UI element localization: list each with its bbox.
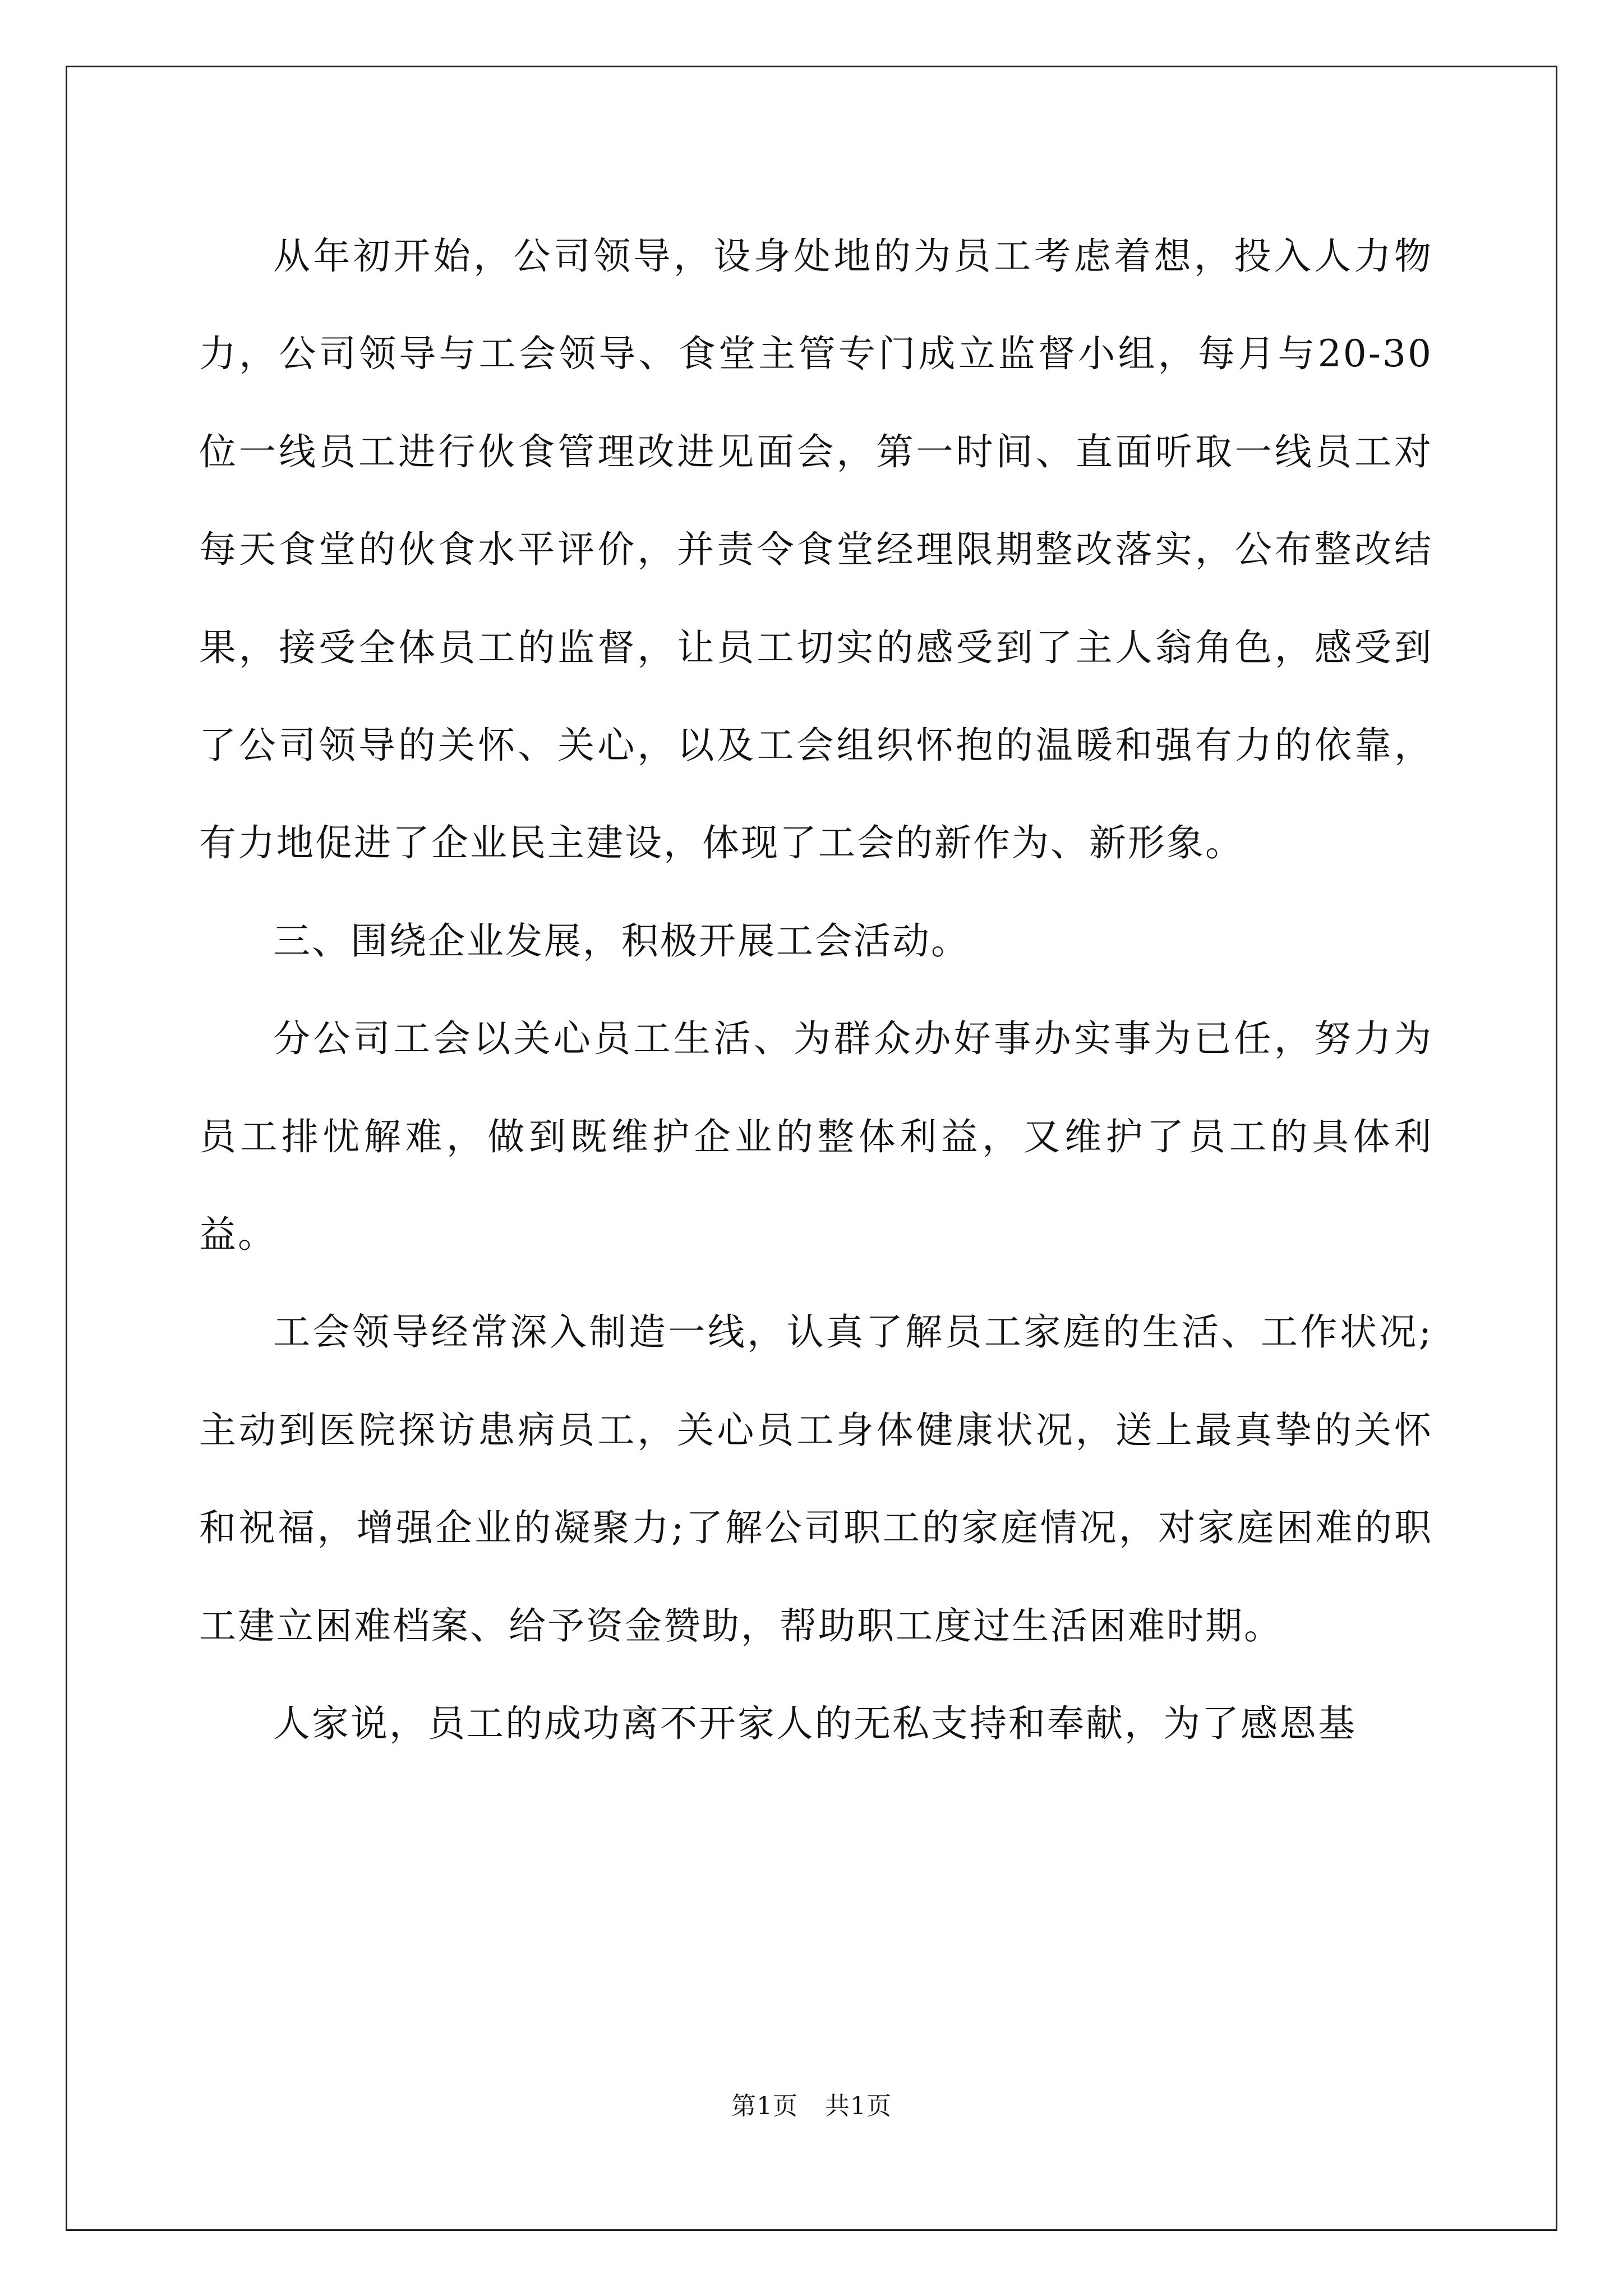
- paragraph-2-heading: 三、围绕企业发展，积极开展工会活动。: [273, 919, 970, 963]
- page-number: 第1页: [731, 2092, 798, 2120]
- page-footer: [0, 2090, 1623, 2123]
- paragraph-3: 分公司工会以关心员工生活、为群众办好事办实事为已任，努力为员工排忧解难，做到既维护企业的整体利益，又维护了员工的具体利益。: [199, 1017, 1433, 1257]
- paragraph-4: 工会领导经常深入制造一线，认真了解员工家庭的生活、工作状况;主动到医院探访患病员工，关心员工身体健康状况，送上最真挚的关怀和祝福，增强企业的凝聚力;了解公司职工的家庭情况，对家庭困难的职工建立困难档案、给予资金赞助，帮助职工度过生活困难时期。: [199, 1310, 1433, 1648]
- document-body: [199, 208, 1433, 1773]
- paragraph-1: 从年初开始，公司领导，设身处地的为员工考虑着想，投入人力物力，公司领导与工会领导、食堂主管专门成立监督小组，每月与20-30位一线员工进行伙食管理改进见面会，第一时间、直面听取一线员工对每天食堂的伙食水平评价，并责令食堂经理限期整改落实，公布整改结果，接受全体员工的监督，让员工切实的感受到了主人翁角色，感受到了公司领导的关怀、关心，以及工会组织怀抱的温暖和强有力的依靠，有力地促进了企业民主建设，体现了工会的新作为、新形象。: [199, 234, 1433, 865]
- page-total: 共1页: [825, 2092, 892, 2120]
- paragraph-5: 人家说，员工的成功离不开家人的无私支持和奉献，为了感恩基: [273, 1702, 1357, 1746]
